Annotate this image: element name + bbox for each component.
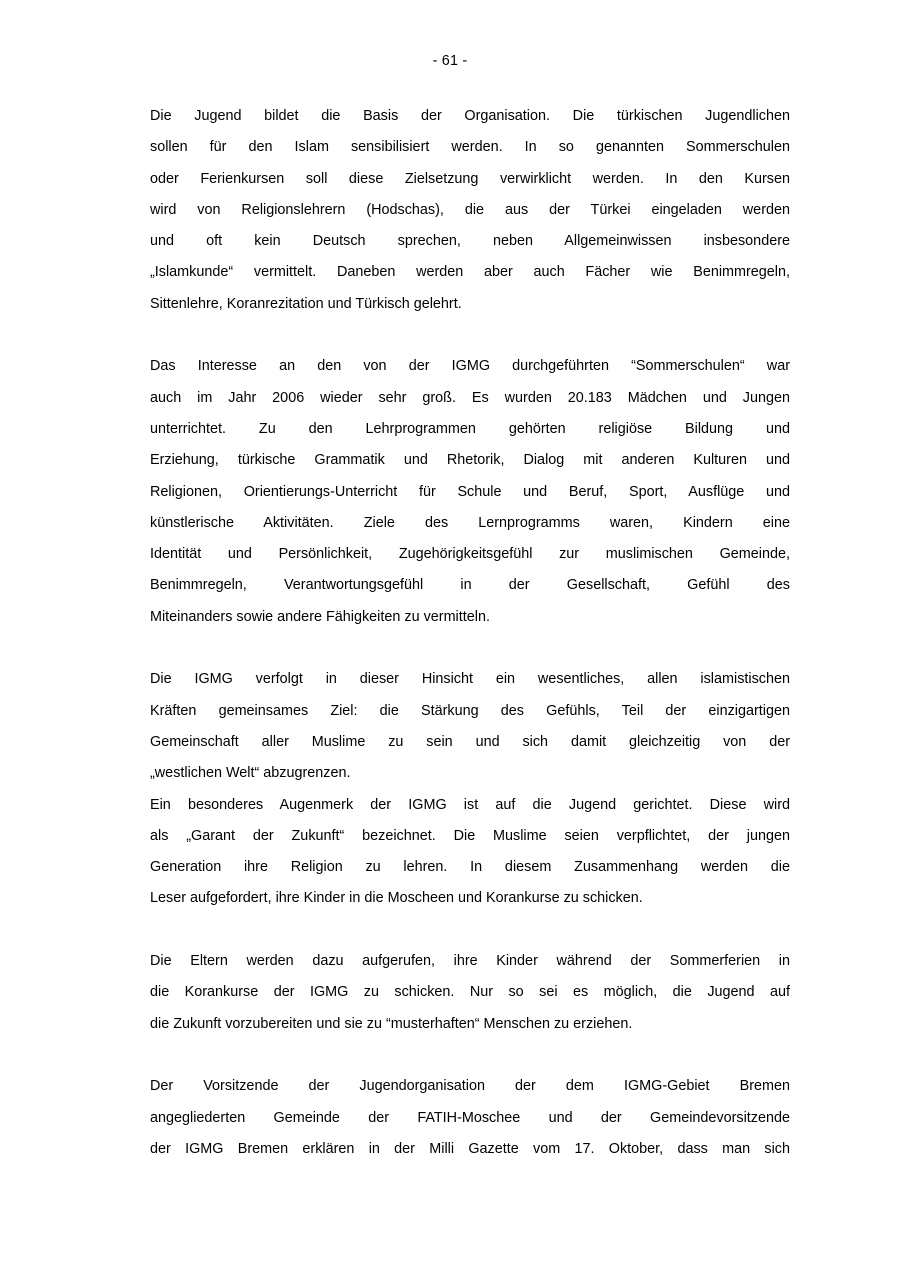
paragraph-6	[150, 1071, 790, 1165]
text-line: Sittenlehre, Koranrezitation und Türkisch gelehrt.	[150, 295, 462, 312]
text-line: Gemeinschaft aller Muslime zu sein und sich damit gleichzeitig von der	[150, 733, 790, 750]
text-line: Benimmregeln, Verantwortungsgefühl in der Gesellschaft, Gefühl des	[150, 577, 790, 594]
text-line: Identität und Persönlichkeit, Zugehörigkeitsgefühl zur muslimischen Gemeinde,	[150, 546, 790, 563]
text-line: Religionen, Orientierungs-Unterricht für Schule und Beruf, Sport, Ausflüge und	[150, 483, 790, 500]
text-line: sollen für den Islam sensibilisiert werden. In so genannten Sommerschulen	[150, 139, 790, 156]
text-line: der IGMG Bremen erklären in der Milli Gazette vom 17. Oktober, dass man sich	[150, 1140, 790, 1157]
text-line: und oft kein Deutsch sprechen, neben Allgemeinwissen insbesondere	[150, 233, 790, 250]
paragraph-3	[150, 664, 790, 789]
paragraph-5	[150, 946, 790, 1040]
text-line: Der Vorsitzende der Jugendorganisation der dem IGMG-Gebiet Bremen	[150, 1078, 790, 1095]
text-line: die Korankurse der IGMG zu schicken. Nur so sei es möglich, die Jugend auf	[150, 984, 790, 1001]
paragraph-1	[150, 101, 790, 320]
text-line: Erziehung, türkische Grammatik und Rhetorik, Dialog mit anderen Kulturen und	[150, 452, 790, 469]
text-line: als „Garant der Zukunft“ bezeichnet. Die Muslime seien verpflichtet, der jungen	[150, 827, 790, 844]
text-line: auch im Jahr 2006 wieder sehr groß. Es wurden 20.183 Mädchen und Jungen	[150, 389, 790, 406]
page-number: - 61 -	[432, 53, 468, 69]
text-line: „Islamkunde“ vermittelt. Daneben werden aber auch Fächer wie Benimmregeln,	[150, 264, 790, 281]
text-line: Die IGMG verfolgt in dieser Hinsicht ein wesentliches, allen islamistischen	[150, 671, 790, 688]
text-line: künstlerische Aktivitäten. Ziele des Lernprogramms waren, Kindern eine	[150, 514, 790, 531]
text-line: Generation ihre Religion zu lehren. In diesem Zusammenhang werden die	[150, 859, 790, 876]
text-line: wird von Religionslehrern (Hodschas), die aus der Türkei eingeladen werden	[150, 201, 790, 218]
text-line: angegliederten Gemeinde der FATIH-Moschee und der Gemeindevorsitzende	[150, 1109, 790, 1126]
text-line: Kräften gemeinsames Ziel: die Stärkung des Gefühls, Teil der einzigartigen	[150, 702, 790, 719]
text-line: unterrichtet. Zu den Lehrprogrammen gehörten religiöse Bildung und	[150, 420, 790, 437]
document-body	[150, 101, 790, 1196]
text-line: Leser aufgefordert, ihre Kinder in die Moscheen und Korankurse zu schicken.	[150, 890, 643, 907]
text-line: Die Jugend bildet die Basis der Organisation. Die türkischen Jugendlichen	[150, 108, 790, 124]
text-line: Ein besonderes Augenmerk der IGMG ist auf die Jugend gerichtet. Diese wird	[150, 796, 790, 813]
text-line: Das Interesse an den von der IGMG durchgeführten “Sommerschulen“ war	[150, 358, 790, 375]
text-line: „westlichen Welt“ abzugrenzen.	[150, 765, 351, 782]
paragraph-2	[150, 351, 790, 633]
text-line: Die Eltern werden dazu aufgerufen, ihre Kinder während der Sommerferien in	[150, 953, 790, 970]
text-line: die Zukunft vorzubereiten und sie zu “musterhaften“ Menschen zu erziehen.	[150, 1015, 633, 1032]
text-line: Miteinanders sowie andere Fähigkeiten zu vermitteln.	[150, 608, 490, 625]
paragraph-4	[150, 790, 790, 915]
text-line: oder Ferienkursen soll diese Zielsetzung verwirklicht werden. In den Kursen	[150, 170, 790, 187]
